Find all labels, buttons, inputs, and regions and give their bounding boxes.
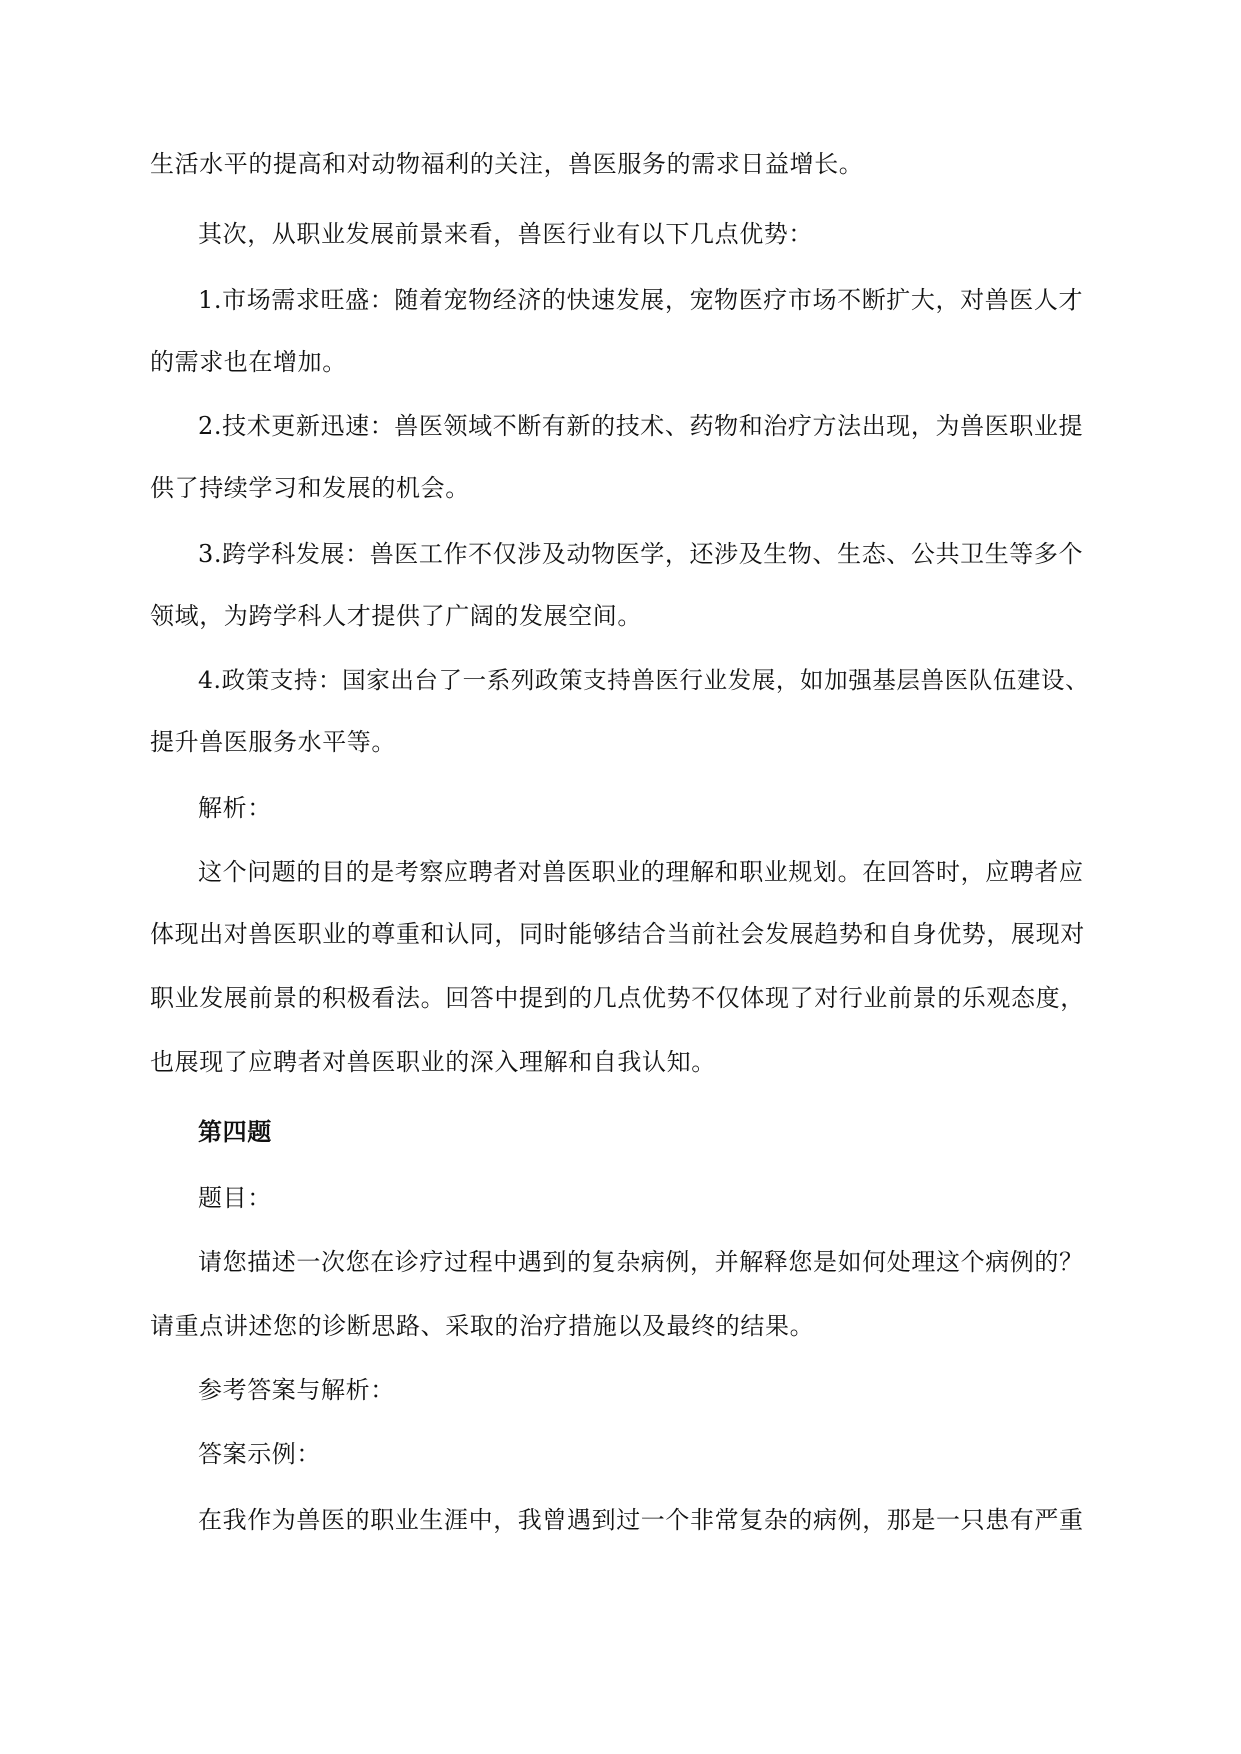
list-item-4-line: 4.政策支持：国家出台了一系列政策支持兽医行业发展，如加强基层兽医队伍建设、 (198, 666, 1090, 694)
list-item-2-line: 2.技术更新迅速：兽医领域不断有新的技术、药物和治疗方法出现，为兽医职业提 (198, 412, 1084, 440)
analysis-paragraph-line: 这个问题的目的是考察应聘者对兽医职业的理解和职业规划。在回答时，应聘者应 (198, 858, 1084, 886)
analysis-paragraph-line: 体现出对兽医职业的尊重和认同，同时能够结合当前社会发展趋势和自身优势，展现对 (150, 920, 1085, 948)
answer-example-label: 答案示例： (198, 1440, 321, 1468)
list-item-4-line: 提升兽医服务水平等。 (150, 728, 396, 756)
answer-paragraph-line: 在我作为兽医的职业生涯中，我曾遇到过一个非常复杂的病例，那是一只患有严重 (198, 1506, 1084, 1534)
question-paragraph-line: 请重点讲述您的诊断思路、采取的治疗措施以及最终的结果。 (150, 1312, 815, 1340)
reference-answer-label: 参考答案与解析： (198, 1376, 395, 1404)
list-item-1-line: 1.市场需求旺盛：随着宠物经济的快速发展，宠物医疗市场不断扩大，对兽医人才 (198, 286, 1084, 314)
list-item-3-line: 领域，为跨学科人才提供了广阔的发展空间。 (150, 602, 642, 630)
list-item-2-line: 供了持续学习和发展的机会。 (150, 474, 470, 502)
analysis-label: 解析： (198, 794, 272, 822)
analysis-paragraph-line: 职业发展前景的积极看法。回答中提到的几点优势不仅体现了对行业前景的乐观态度， (150, 984, 1085, 1012)
question-paragraph-line: 请您描述一次您在诊疗过程中遇到的复杂病例，并解释您是如何处理这个病例的？ (198, 1248, 1084, 1276)
list-item-3-line: 3.跨学科发展：兽医工作不仅涉及动物医学，还涉及生物、生态、公共卫生等多个 (198, 540, 1084, 568)
paragraph-line: 生活水平的提高和对动物福利的关注，兽医服务的需求日益增长。 (150, 150, 864, 178)
paragraph-line: 其次，从职业发展前景来看，兽医行业有以下几点优势： (198, 220, 813, 248)
analysis-paragraph-line: 也展现了应聘者对兽医职业的深入理解和自我认知。 (150, 1048, 716, 1076)
question-label: 题目： (198, 1184, 272, 1212)
list-item-1-line: 的需求也在增加。 (150, 348, 347, 376)
section-heading: 第四题 (198, 1117, 272, 1146)
